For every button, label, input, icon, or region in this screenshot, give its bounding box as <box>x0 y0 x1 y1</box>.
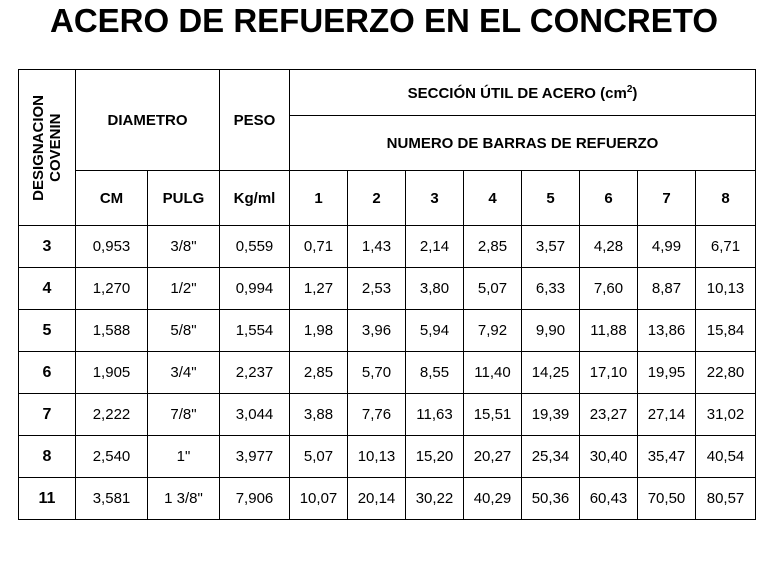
page-title: ACERO DE REFUERZO EN EL CONCRETO <box>49 2 718 39</box>
table-cell: 5,07 <box>290 436 348 478</box>
bar-number-1: 1 <box>290 171 348 226</box>
table-cell: 1,43 <box>348 226 406 268</box>
table-cell: 2,14 <box>406 226 464 268</box>
diametro-header: DIAMETRO <box>76 70 220 171</box>
table-cell: 3,57 <box>522 226 580 268</box>
table-cell: 4,28 <box>580 226 638 268</box>
table-cell: 2,85 <box>464 226 522 268</box>
table-cell: 1/2" <box>148 268 220 310</box>
table-cell: 2,540 <box>76 436 148 478</box>
table-row <box>19 310 756 352</box>
peso-header: PESO <box>220 70 290 171</box>
kgml-header: Kg/ml <box>220 171 290 226</box>
table-cell: 10,13 <box>348 436 406 478</box>
table-cell: 0,994 <box>220 268 290 310</box>
table-cell: 11,88 <box>580 310 638 352</box>
bar-number-4: 4 <box>464 171 522 226</box>
table-cell: 3/4" <box>148 352 220 394</box>
table-cell: 5 <box>19 310 76 352</box>
bar-number-2: 2 <box>348 171 406 226</box>
table-cell: 2,222 <box>76 394 148 436</box>
table-row <box>19 226 756 268</box>
table-cell: 0,71 <box>290 226 348 268</box>
table-cell: 11 <box>19 478 76 520</box>
table-cell: 10,07 <box>290 478 348 520</box>
table-cell: 14,25 <box>522 352 580 394</box>
seccion-close: ) <box>632 84 638 102</box>
table-cell: 6,33 <box>522 268 580 310</box>
rebar-table <box>18 69 756 520</box>
table-cell: 0,953 <box>76 226 148 268</box>
table-cell: 7,92 <box>464 310 522 352</box>
table-row <box>19 436 756 478</box>
seccion-header <box>290 70 756 116</box>
cm-header: CM <box>76 171 148 226</box>
table-cell: 6 <box>19 352 76 394</box>
table-cell: 5,94 <box>406 310 464 352</box>
table-cell: 40,54 <box>696 436 756 478</box>
table-cell: 3,977 <box>220 436 290 478</box>
table-cell: 70,50 <box>638 478 696 520</box>
seccion-label: SECCIÓN ÚTIL DE ACERO (cm <box>407 84 627 102</box>
bar-number-6: 6 <box>580 171 638 226</box>
bar-number-8: 8 <box>696 171 756 226</box>
designacion-label: DESIGNACION <box>30 94 47 201</box>
table-cell: 7,906 <box>220 478 290 520</box>
table-cell: 17,10 <box>580 352 638 394</box>
table-cell: 3,581 <box>76 478 148 520</box>
table-body <box>19 226 756 520</box>
table-cell: 19,39 <box>522 394 580 436</box>
table-cell: 1,905 <box>76 352 148 394</box>
table-cell: 7 <box>19 394 76 436</box>
table-cell: 19,95 <box>638 352 696 394</box>
table-cell: 0,559 <box>220 226 290 268</box>
table-row <box>19 478 756 520</box>
table-cell: 2,237 <box>220 352 290 394</box>
table-cell: 15,84 <box>696 310 756 352</box>
seccion-superscript: 2 <box>626 83 633 95</box>
table-cell: 2,85 <box>290 352 348 394</box>
table-cell: 30,40 <box>580 436 638 478</box>
table-cell: 40,29 <box>464 478 522 520</box>
table-cell: 7,60 <box>580 268 638 310</box>
table-cell: 1,27 <box>290 268 348 310</box>
table-cell: 1 3/8" <box>148 478 220 520</box>
designacion-header <box>19 70 76 226</box>
table-cell: 11,40 <box>464 352 522 394</box>
table-cell: 8,55 <box>406 352 464 394</box>
table-cell: 8,87 <box>638 268 696 310</box>
table-cell: 27,14 <box>638 394 696 436</box>
table-cell: 9,90 <box>522 310 580 352</box>
table-cell: 5,07 <box>464 268 522 310</box>
table-cell: 7,76 <box>348 394 406 436</box>
table-cell: 15,20 <box>406 436 464 478</box>
table-cell: 7/8" <box>148 394 220 436</box>
table-cell: 15,51 <box>464 394 522 436</box>
table-cell: 1,98 <box>290 310 348 352</box>
table-cell: 5,70 <box>348 352 406 394</box>
bar-number-3: 3 <box>406 171 464 226</box>
table-cell: 3,96 <box>348 310 406 352</box>
table-cell: 3/8" <box>148 226 220 268</box>
table-cell: 23,27 <box>580 394 638 436</box>
table-cell: 20,27 <box>464 436 522 478</box>
table-cell: 22,80 <box>696 352 756 394</box>
barras-header: NUMERO DE BARRAS DE REFUERZO <box>290 116 756 171</box>
table-cell: 30,22 <box>406 478 464 520</box>
table-cell: 80,57 <box>696 478 756 520</box>
table-cell: 4 <box>19 268 76 310</box>
table-cell: 25,34 <box>522 436 580 478</box>
table-cell: 3 <box>19 226 76 268</box>
table-cell: 3,88 <box>290 394 348 436</box>
table-cell: 1,554 <box>220 310 290 352</box>
table-cell: 50,36 <box>522 478 580 520</box>
bar-number-7: 7 <box>638 171 696 226</box>
table-cell: 5/8" <box>148 310 220 352</box>
table-cell: 13,86 <box>638 310 696 352</box>
table-row <box>19 394 756 436</box>
table-cell: 6,71 <box>696 226 756 268</box>
table-cell: 3,044 <box>220 394 290 436</box>
table-cell: 1,270 <box>76 268 148 310</box>
table-cell: 10,13 <box>696 268 756 310</box>
table-cell: 20,14 <box>348 478 406 520</box>
table-row <box>19 268 756 310</box>
table-cell: 1" <box>148 436 220 478</box>
table-cell: 60,43 <box>580 478 638 520</box>
table-cell: 35,47 <box>638 436 696 478</box>
table-cell: 3,80 <box>406 268 464 310</box>
covenin-label: COVENIN <box>47 113 64 182</box>
pulg-header: PULG <box>148 171 220 226</box>
header-row-section <box>19 70 756 116</box>
table-cell: 1,588 <box>76 310 148 352</box>
table-cell: 2,53 <box>348 268 406 310</box>
table-cell: 11,63 <box>406 394 464 436</box>
table-row <box>19 352 756 394</box>
bar-number-5: 5 <box>522 171 580 226</box>
header-row-units <box>19 171 756 226</box>
table-cell: 8 <box>19 436 76 478</box>
table-cell: 4,99 <box>638 226 696 268</box>
table-cell: 31,02 <box>696 394 756 436</box>
